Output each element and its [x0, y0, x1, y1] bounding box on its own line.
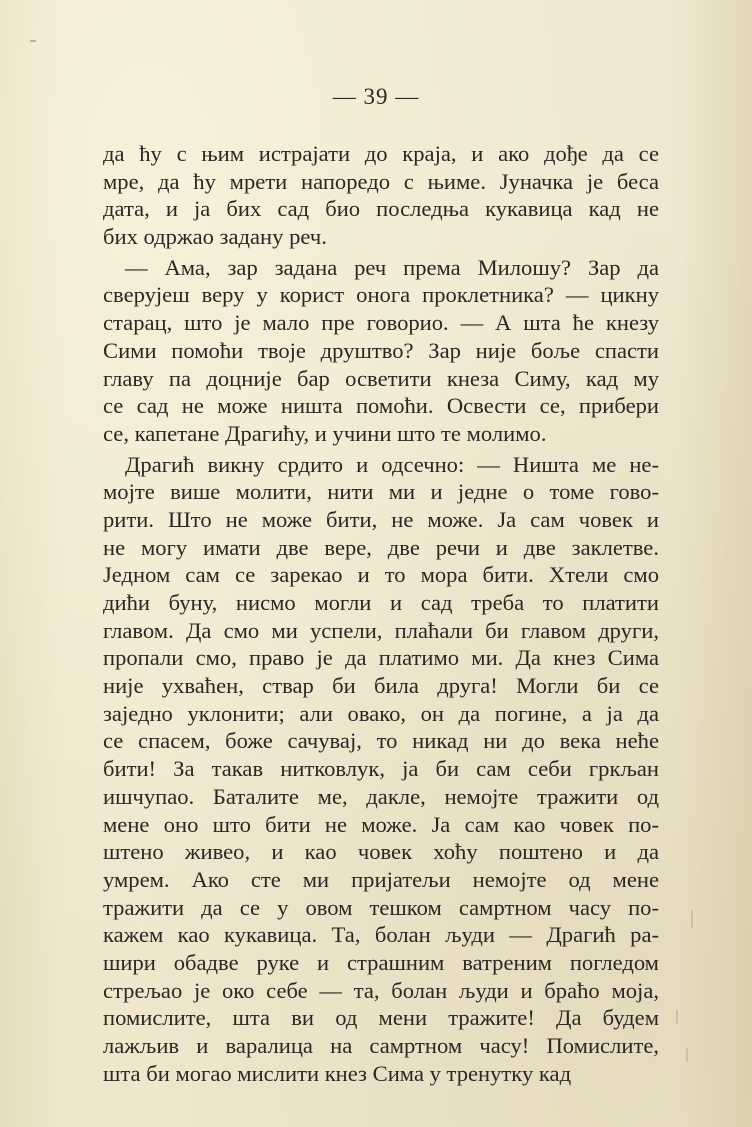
paper-speck — [676, 1010, 678, 1024]
text-line: мене оно што бити не може. Ја сам као човек по- — [103, 811, 659, 837]
text-line: рити. Што не може бити, не може. Ја сам човек и — [103, 506, 659, 532]
text-line: се сад не може ништа помоћи. Освести се, прибери — [103, 393, 659, 419]
text-line: се спасем, боже сачувај, то никад ни до века неће — [103, 728, 659, 754]
text-line: тражити да се у овом тешком самртном часу по- — [103, 894, 659, 920]
text-line: не могу имати две вере, две речи и две заклетве. — [103, 534, 659, 560]
text-line: ишчупао. Баталите ме, дакле, немојте тражити од — [103, 783, 659, 809]
text-line: бити! За такав нитковлук, ја би сам себи гркљан — [103, 756, 659, 782]
text-line: лажљив и варалица на самртном часу! Помислите, — [103, 1033, 659, 1058]
text-line: није ухваћен, ствар би била друга! Могли би се — [103, 673, 659, 699]
text-line: Сими помоћи твоје друштво? Зар није боље спасти — [103, 337, 659, 363]
text-line: кажем као кукавица. Та, болан људи — Драгић ра- — [103, 922, 659, 948]
text-line: дићи буну, нисмо могли и сад треба то платити — [103, 590, 659, 615]
text-line: главу па доцније бар осветити кнеза Симу, кад му — [103, 365, 659, 391]
page-number: — 39 — — [332, 84, 420, 109]
text-line: бих одржао задану реч. — [103, 224, 327, 250]
text-line: дата, и ја бих сад био последња кукавица кад не — [103, 196, 659, 222]
text-line: се, капетане Драгићу, и учини што те молимо. — [103, 420, 547, 446]
text-line: заједно уклонити; али овако, он да погине, а ја да — [103, 700, 659, 726]
text-line: старац, што је мало пре говорио. — А шта ће кнезу — [103, 310, 659, 336]
text-line: пропали смо, право је да платимо ми. Да кнез Сима — [103, 645, 659, 671]
text-line: Драгић викну срдито и одсечно: — Ништа ме не- — [125, 451, 659, 477]
text-line: помислите, шта ви од мени тражите! Да будем — [103, 1005, 659, 1031]
paper-speck — [691, 910, 693, 928]
paper-speck — [686, 1048, 688, 1062]
text-line: Једном сам се зарекао и то мора бити. Хтели смо — [103, 562, 659, 588]
text-line: умрем. Ако сте ми пријатељи немојте од мене — [103, 866, 659, 892]
text-line: да ћу с њим истрајати до краја, и ако дође да се — [103, 141, 659, 166]
text-line: — Ама, зар задана реч према Милошу? Зар да — [125, 254, 659, 280]
text-line: мојте више молити, нити ми и једне о томе гово- — [103, 479, 659, 505]
text-line: шири обадве руке и страшним ватреним погледом — [103, 949, 659, 975]
text-line: шта би могао мислити кнез Сима у тренутку кад — [103, 1060, 572, 1086]
text-line: стрељао је око себе — та, болан људи и браћо моја, — [103, 977, 659, 1003]
text-line: сверујеш веру у корист онога проклетника? — цикну — [103, 282, 659, 308]
paper-speck — [30, 40, 36, 42]
body-text — [103, 140, 659, 1087]
text-line: штено живео, и као човек хоћу поштено и да — [103, 839, 659, 865]
text-line: главом. Да смо ми успели, плаћали би главом други, — [103, 617, 659, 643]
text-line: мре, да ћу мрети напоредо с њиме. Јуначка је беса — [103, 168, 659, 194]
